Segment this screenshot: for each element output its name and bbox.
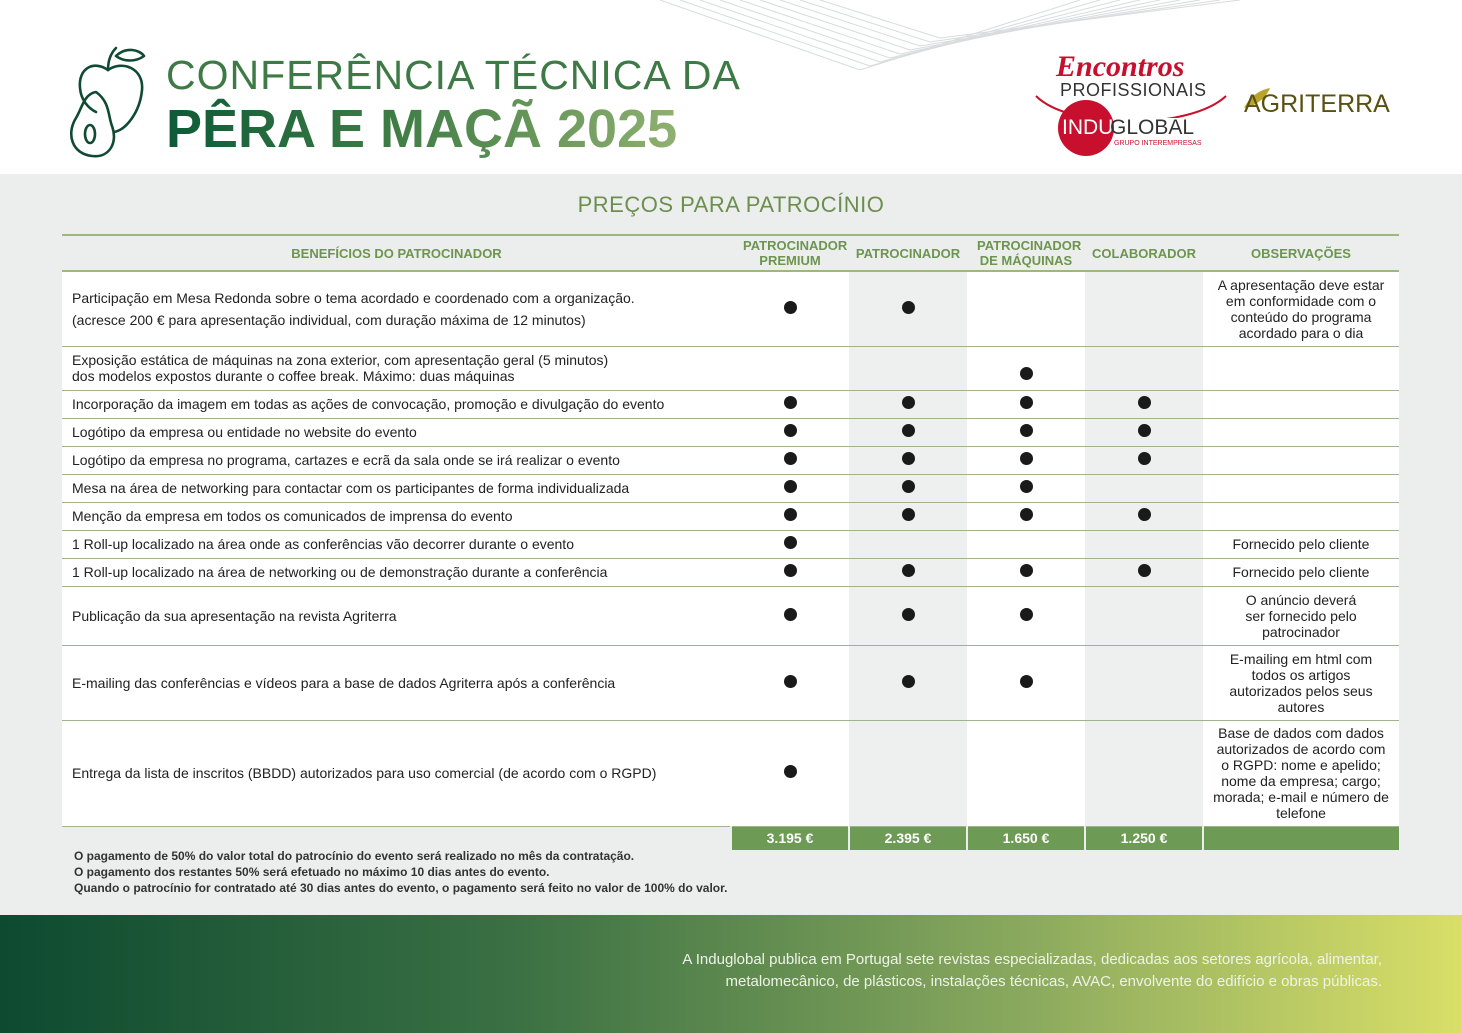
benefit-cell: Incorporação da imagem em todas as ações de convocação, promoção e divulgação do evento <box>62 390 731 418</box>
header-benefits: BENEFÍCIOS DO PATROCINADOR <box>62 235 731 271</box>
mark-premium <box>731 645 849 720</box>
mark-premium <box>731 346 849 390</box>
bullet-mark <box>784 396 797 409</box>
benefit-cell: Logótipo da empresa no programa, cartazes e ecrã da sala onde se irá realizar o evento <box>62 446 731 474</box>
note-cell: O anúncio deverá ser fornecido pelo patrocinador <box>1203 586 1399 645</box>
mark-collaborator <box>1085 390 1203 418</box>
footer-line-2: metalomecânico, de plásticos, instalações técnicas, AVAC, envolvente do edifício e obras públicas. <box>725 973 1382 990</box>
price-row <box>62 826 1399 850</box>
header-premium: PATROCINADOR PREMIUM <box>731 235 849 271</box>
mark-machines <box>967 645 1085 720</box>
bullet-mark <box>1020 564 1033 577</box>
bullet-mark <box>1020 508 1033 521</box>
table-row <box>62 446 1399 474</box>
bullet-mark <box>784 508 797 521</box>
benefit-cell: Mesa na área de networking para contactar com os participantes de forma individualizada <box>62 474 731 502</box>
mark-premium <box>731 586 849 645</box>
logo-indu-text: INDU <box>1062 116 1114 139</box>
note-cell <box>1203 502 1399 530</box>
bullet-mark <box>902 301 915 314</box>
table-row <box>62 271 1399 346</box>
mark-sponsor <box>849 271 967 346</box>
bullet-mark <box>1138 396 1151 409</box>
bullet-mark <box>784 480 797 493</box>
mark-collaborator <box>1085 558 1203 586</box>
benefit-cell: E-mailing das conferências e vídeos para a base de dados Agriterra após a conferência <box>62 645 731 720</box>
mark-premium <box>731 530 849 558</box>
note-cell <box>1203 474 1399 502</box>
bullet-mark <box>1020 424 1033 437</box>
mark-premium <box>731 558 849 586</box>
bullet-mark <box>784 424 797 437</box>
footer <box>0 915 1462 1033</box>
bullet-mark <box>902 508 915 521</box>
bullet-mark <box>902 396 915 409</box>
table-row <box>62 502 1399 530</box>
mark-collaborator <box>1085 586 1203 645</box>
table-row <box>62 474 1399 502</box>
bullet-mark <box>784 765 797 778</box>
note-cell <box>1203 346 1399 390</box>
bullet-mark <box>1020 396 1033 409</box>
note-cell <box>1203 418 1399 446</box>
benefit-cell: Entrega da lista de inscritos (BBDD) autorizados para uso comercial (de acordo com o RGPD) <box>62 720 731 826</box>
note-cell: E-mailing em html com todos os artigos autorizados pelos seus autores <box>1203 645 1399 720</box>
mark-machines <box>967 390 1085 418</box>
mark-machines <box>967 346 1085 390</box>
bullet-mark <box>784 675 797 688</box>
table-body <box>62 271 1399 850</box>
bullet-mark <box>902 480 915 493</box>
pear-apple-icon <box>60 42 156 162</box>
section-title: PREÇOS PARA PATROCÍNIO <box>577 192 885 217</box>
benefit-cell: Menção da empresa em todos os comunicados de imprensa do evento <box>62 502 731 530</box>
payment-notes <box>74 848 727 896</box>
bullet-mark <box>1020 608 1033 621</box>
price-machines: 1.650 € <box>967 826 1085 850</box>
bullet-mark <box>1138 452 1151 465</box>
mark-sponsor <box>849 474 967 502</box>
table-row <box>62 418 1399 446</box>
table-row <box>62 645 1399 720</box>
bullet-mark <box>784 564 797 577</box>
mark-collaborator <box>1085 502 1203 530</box>
mark-machines <box>967 446 1085 474</box>
price-sponsor: 2.395 € <box>849 826 967 850</box>
mark-sponsor <box>849 346 967 390</box>
header-notes: OBSERVAÇÕES <box>1203 235 1399 271</box>
bullet-mark <box>902 564 915 577</box>
price-notes-spacer <box>1203 826 1399 850</box>
benefit-text-2: (acresce 200 € para apresentação individual, com duração máxima de 12 minutos) <box>72 311 586 328</box>
bullet-mark <box>784 536 797 549</box>
pricing-table <box>62 234 1399 850</box>
logo-profissionais-text: PROFISSIONAIS <box>1060 80 1207 100</box>
logo-grupo-text: GRUPO INTEREMPRESAS <box>1114 140 1202 147</box>
bullet-mark <box>1138 564 1151 577</box>
logo-encontros-text: Encontros <box>1056 50 1185 83</box>
bullet-mark <box>784 301 797 314</box>
note-cell: Fornecido pelo cliente <box>1203 530 1399 558</box>
bullet-mark <box>1020 675 1033 688</box>
title-line-2: PÊRA E MAÇÃ 2025 <box>166 99 678 159</box>
mark-sponsor <box>849 586 967 645</box>
title-line-1: CONFERÊNCIA TÉCNICA DA <box>166 52 741 98</box>
benefit-cell: Publicação da sua apresentação na revista Agriterra <box>62 586 731 645</box>
note-cell: Base de dados com dados autorizados de acordo com o RGPD: nome e apelido; nome da empresa; cargo; morada; e-mail e número de telefone <box>1203 720 1399 826</box>
bullet-mark <box>1138 508 1151 521</box>
bullet-mark <box>1020 452 1033 465</box>
mark-collaborator <box>1085 446 1203 474</box>
mark-premium <box>731 271 849 346</box>
bullet-mark <box>902 608 915 621</box>
payment-note: O pagamento de 50% do valor total do patrocínio do evento será realizado no mês da contratação. <box>74 849 635 863</box>
mark-premium <box>731 502 849 530</box>
benefit-text: Exposição estática de máquinas na zona exterior, com apresentação geral (5 minutos) <box>72 352 609 368</box>
bullet-mark <box>902 452 915 465</box>
table-row <box>62 586 1399 645</box>
mark-collaborator <box>1085 418 1203 446</box>
mark-sponsor <box>849 645 967 720</box>
table-row <box>62 530 1399 558</box>
mark-premium <box>731 390 849 418</box>
mark-collaborator <box>1085 271 1203 346</box>
mark-sponsor <box>849 502 967 530</box>
mark-collaborator <box>1085 346 1203 390</box>
mark-machines <box>967 418 1085 446</box>
benefit-text-2: dos modelos expostos durante o coffee break. Máximo: duas máquinas <box>72 368 515 384</box>
table-row <box>62 558 1399 586</box>
payment-note: O pagamento dos restantes 50% será efetuado no máximo 10 dias antes do evento. <box>74 865 550 879</box>
price-row-spacer <box>62 826 731 850</box>
encontros-profissionais-logo <box>1030 48 1230 156</box>
note-cell: Fornecido pelo cliente <box>1203 558 1399 586</box>
header <box>0 0 1462 174</box>
price-premium: 3.195 € <box>731 826 849 850</box>
bullet-mark <box>784 608 797 621</box>
bullet-mark <box>1138 424 1151 437</box>
note-cell <box>1203 446 1399 474</box>
mark-premium <box>731 418 849 446</box>
mark-machines <box>967 502 1085 530</box>
note-cell: A apresentação deve estar em conformidade com o conteúdo do programa acordado para o dia <box>1203 271 1399 346</box>
mark-machines <box>967 586 1085 645</box>
bullet-mark <box>1020 480 1033 493</box>
benefit-cell: 1 Roll-up localizado na área onde as conferências vão decorrer durante o evento <box>62 530 731 558</box>
mark-premium <box>731 446 849 474</box>
benefit-cell <box>62 346 731 390</box>
mark-premium <box>731 474 849 502</box>
benefit-cell: Logótipo da empresa ou entidade no website do evento <box>62 418 731 446</box>
mark-machines <box>967 474 1085 502</box>
mark-collaborator <box>1085 530 1203 558</box>
footer-line-1: A Induglobal publica em Portugal sete revistas especializadas, dedicadas aos setores agrícola, alimentar, <box>682 951 1382 968</box>
mark-collaborator <box>1085 720 1203 826</box>
logo-global-text: GLOBAL <box>1110 116 1195 139</box>
mark-machines <box>967 530 1085 558</box>
mark-sponsor <box>849 720 967 826</box>
header-collaborator: COLABORADOR <box>1085 235 1203 271</box>
header-machines: PATROCINADOR DE MÁQUINAS <box>967 235 1085 271</box>
bullet-mark <box>902 675 915 688</box>
footer-text <box>682 949 1382 993</box>
table-row <box>62 720 1399 826</box>
mark-premium <box>731 720 849 826</box>
mark-machines <box>967 558 1085 586</box>
mark-sponsor <box>849 558 967 586</box>
benefit-cell <box>62 271 731 346</box>
mark-sponsor <box>849 530 967 558</box>
benefit-cell: 1 Roll-up localizado na área de networking ou de demonstração durante a conferência <box>62 558 731 586</box>
price-collaborator: 1.250 € <box>1085 826 1203 850</box>
mark-collaborator <box>1085 645 1203 720</box>
benefit-text: Participação em Mesa Redonda sobre o tema acordado e coordenado com a organização. <box>72 289 635 306</box>
table-row <box>62 390 1399 418</box>
mark-sponsor <box>849 418 967 446</box>
table-header-row <box>62 235 1399 271</box>
table-row <box>62 346 1399 390</box>
bullet-mark <box>902 424 915 437</box>
mark-machines <box>967 720 1085 826</box>
mark-sponsor <box>849 390 967 418</box>
bullet-mark <box>1020 367 1033 380</box>
note-cell <box>1203 390 1399 418</box>
header-sponsor: PATROCINADOR <box>849 235 967 271</box>
agriterra-logo: AGRITERRA <box>1244 90 1390 118</box>
mark-collaborator <box>1085 474 1203 502</box>
payment-note: Quando o patrocínio for contratado até 30 dias antes do evento, o pagamento será feito no valor de 100% do valor. <box>74 881 728 895</box>
bullet-mark <box>784 452 797 465</box>
mark-machines <box>967 271 1085 346</box>
mark-sponsor <box>849 446 967 474</box>
